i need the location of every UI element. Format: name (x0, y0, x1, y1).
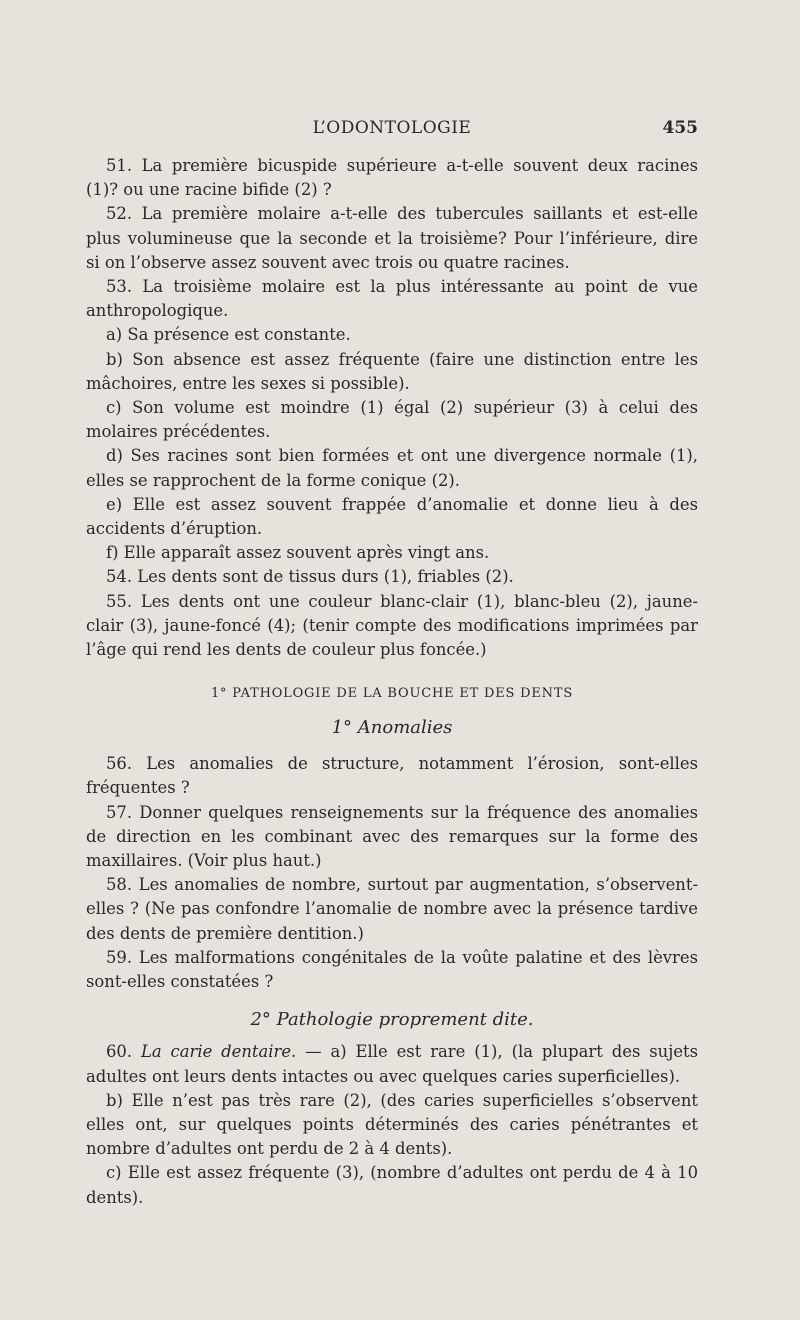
question-53-a: a) Sa présence est constante. (106, 325, 351, 345)
question-54: 54. Les dents sont de tissus durs (1), friables (2). (106, 567, 514, 587)
question-52: 52. La première molaire a-t-elle des tubercules saillants et est-elle plus volumineuse que la seconde et la troisième? Pour l’inférieure, dire si on l’observe assez souvent avec trois ou quatre racines. (86, 204, 698, 272)
question-57: 57. Donner quelques renseignements sur la fréquence des anomalies de direction en les combinant avec des remarques sur la forme des maxillaires. (Voir plus haut.) (86, 802, 698, 871)
question-60-b: b) Elle n’est pas très rare (2), (des caries superficielles s’observent elles ont, sur quelques points déterminés des caries pénétrantes et nombre d’adultes ont perdu de 2 à 4 dents). (86, 1090, 698, 1159)
question-51: 51. La première bicuspide supérieure a-t-elle souvent deux racines (1)? ou une racine bifide (2) ? (86, 156, 698, 200)
question-55: 55. Les dents ont une couleur blanc-clair (1), blanc-bleu (2), jaune-clair (3), jaune-foncé (4); (tenir compte des modifications imprimées par l’âge qui rend les dents de couleur plus foncée.) (86, 591, 698, 660)
question-53-b: b) Son absence est assez fréquente (faire une distinction entre les mâchoires, entre les sexes si possible). (86, 349, 698, 393)
question-60-c: c) Elle est assez fréquente (3), (nombre d’adultes ont perdu de 4 à 10 dents). (86, 1163, 698, 1207)
question-58: 58. Les anomalies de nombre, surtout par augmentation, s’observent-elles ? (Ne pas confondre l’anomalie de nombre avec la présence tardive des dents de première dentition.) (86, 875, 698, 943)
question-53-f: f) Elle apparaît assez souvent après vingt ans. (106, 543, 490, 563)
question-59: 59. Les malformations congénitales de la voûte palatine et des lèvres sont-elles constatées ? (86, 947, 698, 992)
page-body (86, 154, 698, 1210)
question-60-text: — a) Elle est rare (1), (la plupart des sujets adultes ont leurs dents intactes ou avec quelques caries superficielles). (86, 1042, 699, 1086)
question-60-number: 60. (106, 1042, 133, 1062)
question-53: 53. La troisième molaire est la plus intéressante au point de vue anthropologique. (86, 277, 698, 321)
question-60-label: La carie dentaire. (140, 1042, 297, 1062)
question-53-e: e) Elle est assez souvent frappée d’anomalie et donne lieu à des accidents d’éruption. (86, 494, 698, 539)
subheading-anomalies: 1° Anomalies (331, 717, 453, 739)
page-header (86, 118, 698, 144)
subheading-pathologie: 2° Pathologie proprement dite. (250, 1009, 534, 1031)
question-60 (86, 1040, 698, 1088)
page-number: 455 (662, 118, 698, 138)
section-heading: 1° PATHOLOGIE DE LA BOUCHE ET DES DENTS (210, 686, 574, 702)
running-title: L’ODONTOLOGIE (312, 118, 472, 138)
question-53-d: d) Ses racines sont bien formées et ont une divergence normale (1), elles se rapprochent de la forme conique (2). (86, 446, 698, 490)
question-53-c: c) Son volume est moindre (1) égal (2) supérieur (3) à celui des molaires précédentes. (86, 398, 698, 442)
question-56: 56. Les anomalies de structure, notamment l’érosion, sont-elles fréquentes ? (86, 754, 698, 798)
